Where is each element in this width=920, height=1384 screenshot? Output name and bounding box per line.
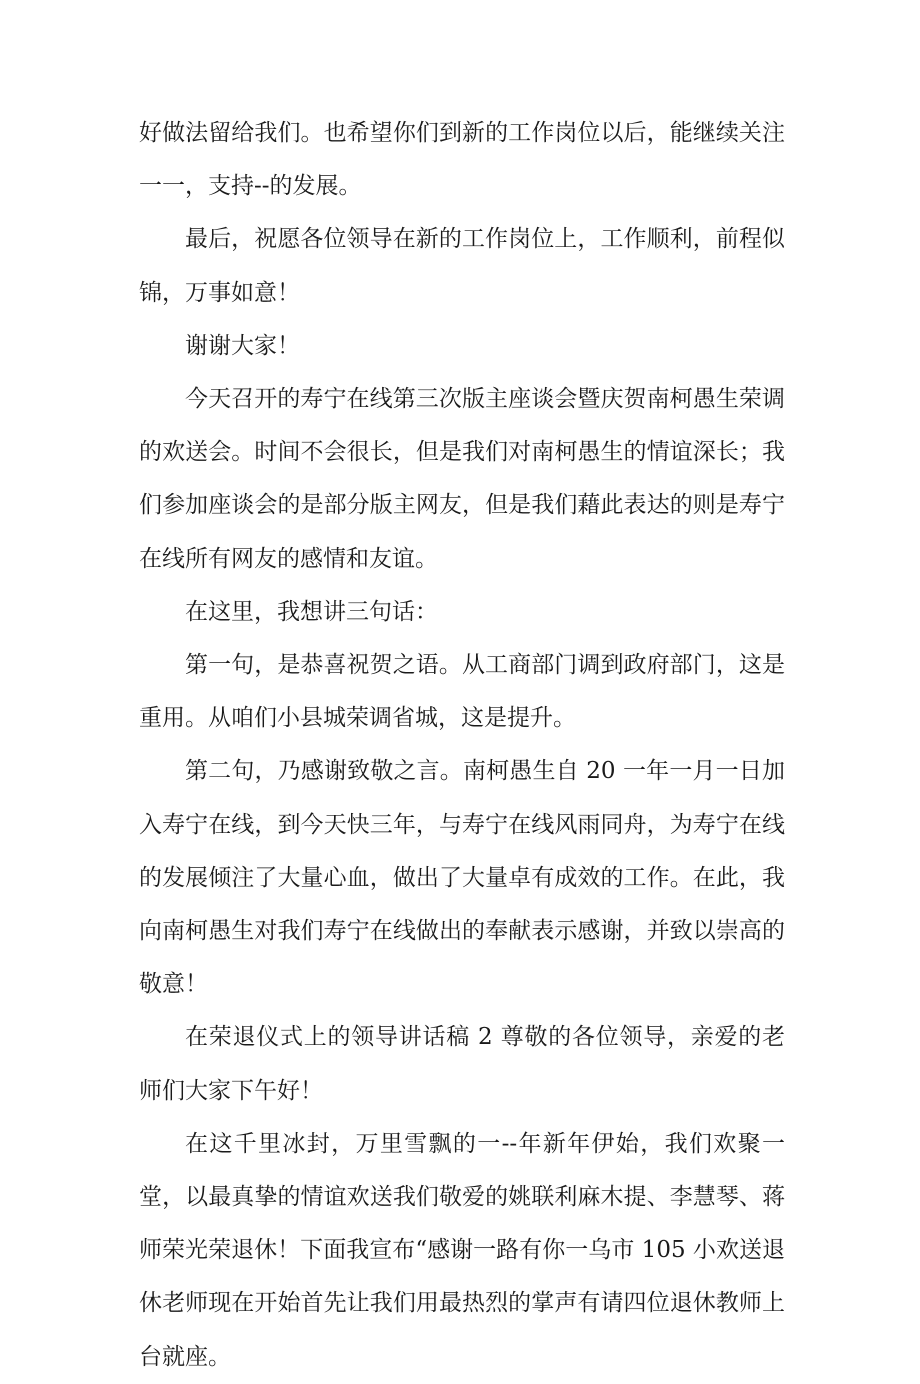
paragraph: 好做法留给我们。也希望你们到新的工作岗位以后，能继续关注一一，支持--的发展。 (139, 120, 785, 200)
paragraph: 今天召开的寿宁在线第三次版主座谈会暨庆贺南柯愚生荣调的欢送会。时间不会很长，但是我们对南柯愚生的情谊深长；我们参加座谈会的是部分版主网友，但是我们藉此表达的则是寿宁在线所有网友的感情和友谊。 (139, 386, 785, 572)
paragraph: 在这里，我想讲三句话： (185, 598, 438, 625)
paragraph: 第二句，乃感谢致敬之言。南柯愚生自 20 一年一月一日加入寿宁在线，到今天快三年，与寿宁在线风雨同舟，为寿宁在线的发展倾注了大量心血，做出了大量卓有成效的工作。在此，我向南柯愚生对我们寿宁在线做出的奉献表示感谢，并致以崇高的敬意！ (139, 758, 785, 998)
document-body (139, 107, 785, 1384)
paragraph: 谢谢大家！ (185, 332, 300, 359)
paragraph: 在荣退仪式上的领导讲话稿 2 尊敬的各位领导，亲爱的老师们大家下午好！ (139, 1024, 785, 1104)
paragraph: 在这千里冰封，万里雪飘的一--年新年伊始，我们欢聚一堂，以最真挚的情谊欢送我们敬爱的姚联利麻木提、李慧琴、蒋师荣光荣退休！下面我宣布“感谢一路有你一乌市 105 小欢送退休老师现在开始首先让我们用最热烈的掌声有请四位退休教师上台就座。 (139, 1130, 785, 1370)
paragraph: 最后，祝愿各位领导在新的工作岗位上，工作顺利，前程似锦，万事如意！ (139, 226, 785, 306)
paragraph: 第一句，是恭喜祝贺之语。从工商部门调到政府部门，这是重用。从咱们小县城荣调省城，这是提升。 (139, 652, 785, 732)
